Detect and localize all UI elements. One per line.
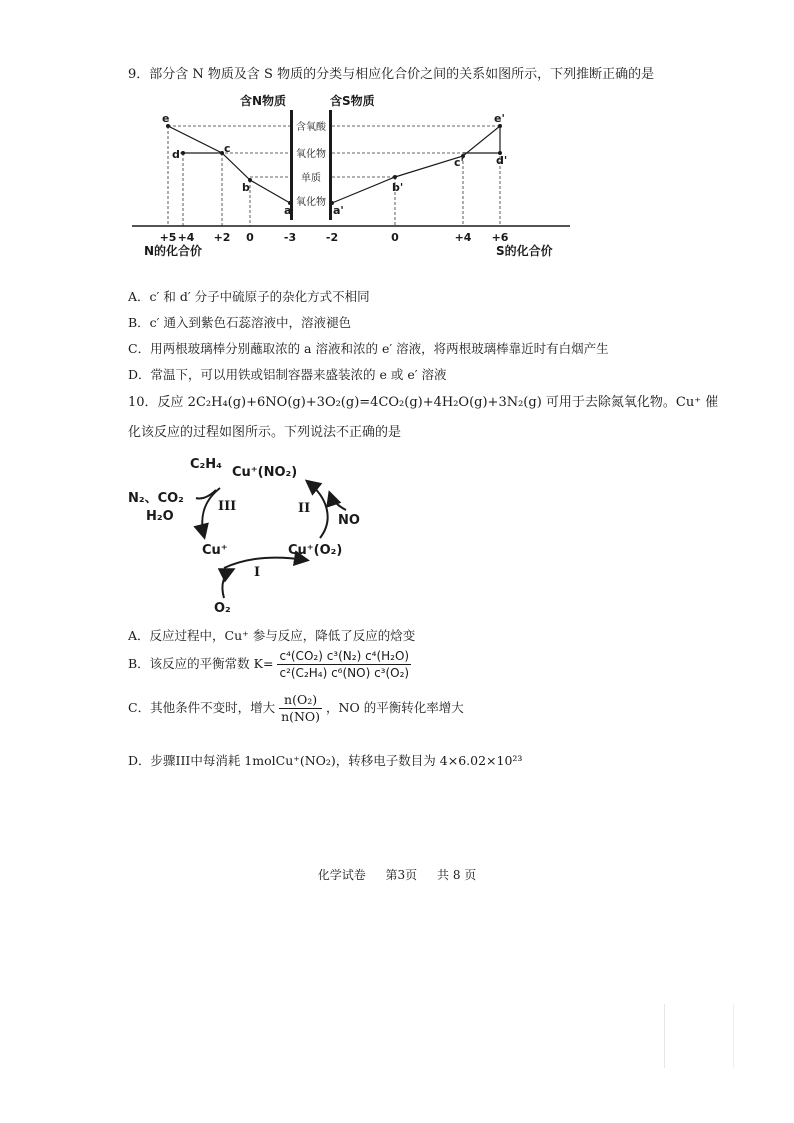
step2-label: II [298, 501, 311, 516]
no-input-arrow [330, 494, 346, 510]
step1-arrow [224, 558, 306, 568]
q10-option-c [128, 692, 464, 725]
page-footer [0, 866, 794, 883]
q10-catalytic-cycle [120, 450, 380, 624]
ratio-denominator: n(NO) [281, 709, 321, 724]
point-label: d' [496, 154, 508, 167]
category-label: 单质 [301, 173, 321, 184]
k-denominator: c²(C₂H₄) c⁶(NO) c³(O₂) [279, 666, 410, 680]
n-tick-label: +5 [159, 231, 177, 244]
o2-label: O₂ [214, 601, 231, 616]
equilibrium-constant-fraction [277, 648, 411, 681]
q9-option-c: C．用两根玻璃棒分别蘸取浓的 a 溶液和浓的 e′ 溶液，将两根玻璃棒靠近时有白烟产生 [128, 341, 609, 356]
category-label: 含氧酸 [296, 122, 326, 133]
cu-o2-label: Cu⁺(O₂) [288, 543, 343, 558]
s-tick-label: -2 [325, 231, 339, 244]
step2-arrow [308, 482, 328, 538]
q9-option-d: D．常温下，可以用铁或铝制容器来盛装浓的 e 或 e′ 溶液 [128, 367, 447, 382]
mole-ratio-fraction [279, 692, 322, 725]
q10-option-a: A．反应过程中，Cu⁺ 参与反应，降低了反应的焓变 [128, 628, 416, 643]
scan-artifact [664, 1004, 734, 1068]
n-tick-label: -3 [283, 231, 297, 244]
q9-valence-diagram [130, 90, 580, 264]
n-axis-label: N的化合价 [144, 244, 203, 258]
c2h4-label: C₂H₄ [190, 457, 222, 472]
q9-option-b: B．c′ 通入到紫色石蕊溶液中，溶液褪色 [128, 315, 351, 330]
q10-option-b [128, 648, 411, 681]
s-tick-label: 0 [391, 231, 399, 244]
n-tick-label: +2 [213, 231, 231, 244]
no-label: NO [338, 513, 360, 528]
category-label: 氧化物 [296, 197, 326, 208]
q10-stem-line2: 化该反应的过程如图所示。下列说法不正确的是 [128, 425, 402, 440]
cu-no2-label: Cu⁺(NO₂) [232, 465, 298, 480]
n-trend-line [168, 126, 290, 203]
option-b-prefix: B．该反应的平衡常数 K= [128, 656, 274, 671]
step3-label: III [218, 499, 237, 514]
category-label: 氧化物 [296, 149, 326, 160]
point-b-prime [393, 175, 397, 179]
point-label: b [242, 181, 250, 194]
n-header: 含N物质 [240, 94, 287, 108]
q10-option-d: D．步骤III中每消耗 1molCu⁺(NO₂)，转移电子数目为 4×6.02×10²³ [128, 753, 523, 768]
n-tick-label: +4 [177, 231, 195, 244]
q9-stem: 9．部分含 N 物质及含 S 物质的分类与相应化合价之间的关系如图所示，下列推断正确的是 [128, 67, 655, 82]
point-label: a' [333, 204, 344, 217]
point-label: c [224, 142, 231, 155]
q10-stem-line1: 10．反应 2C₂H₄(g)+6NO(g)+3O₂(g)=4CO₂(g)+4H₂O(g)+3N₂(g) 可用于去除氮氧化物。Cu⁺ 催 [128, 395, 719, 410]
s-tick-label: +4 [454, 231, 472, 244]
o2-input-arrow [222, 570, 232, 598]
s-axis-label: S的化合价 [496, 244, 553, 258]
outputs-label-2: H₂O [146, 509, 174, 524]
point-label: e' [494, 112, 505, 125]
point-label: e [162, 112, 170, 125]
point-d [181, 151, 185, 155]
step1-label: I [254, 565, 261, 580]
option-c-prefix: C．其他条件不变时，增大 [128, 700, 276, 715]
footer-page: 第3页 [385, 868, 418, 882]
point-label: d [172, 148, 180, 161]
point-label: b' [392, 181, 404, 194]
s-trend-line [332, 126, 500, 203]
footer-subject: 化学试卷 [317, 868, 366, 882]
outputs-label-1: N₂、CO₂ [128, 491, 184, 506]
point-label: c' [454, 156, 464, 169]
s-header: 含S物质 [330, 94, 375, 108]
footer-total: 共 8 页 [437, 868, 477, 882]
ratio-numerator: n(O₂) [279, 692, 322, 709]
n-tick-label: 0 [246, 231, 254, 244]
q9-option-a: A．c′ 和 d′ 分子中硫原子的杂化方式不相同 [128, 289, 370, 304]
option-c-suffix: ，NO 的平衡转化率增大 [326, 700, 464, 715]
s-tick-label: +6 [491, 231, 509, 244]
cu-plus-label: Cu⁺ [202, 543, 228, 558]
k-numerator: c⁴(CO₂) c³(N₂) c⁴(H₂O) [279, 649, 410, 663]
point-label: a [284, 204, 292, 217]
